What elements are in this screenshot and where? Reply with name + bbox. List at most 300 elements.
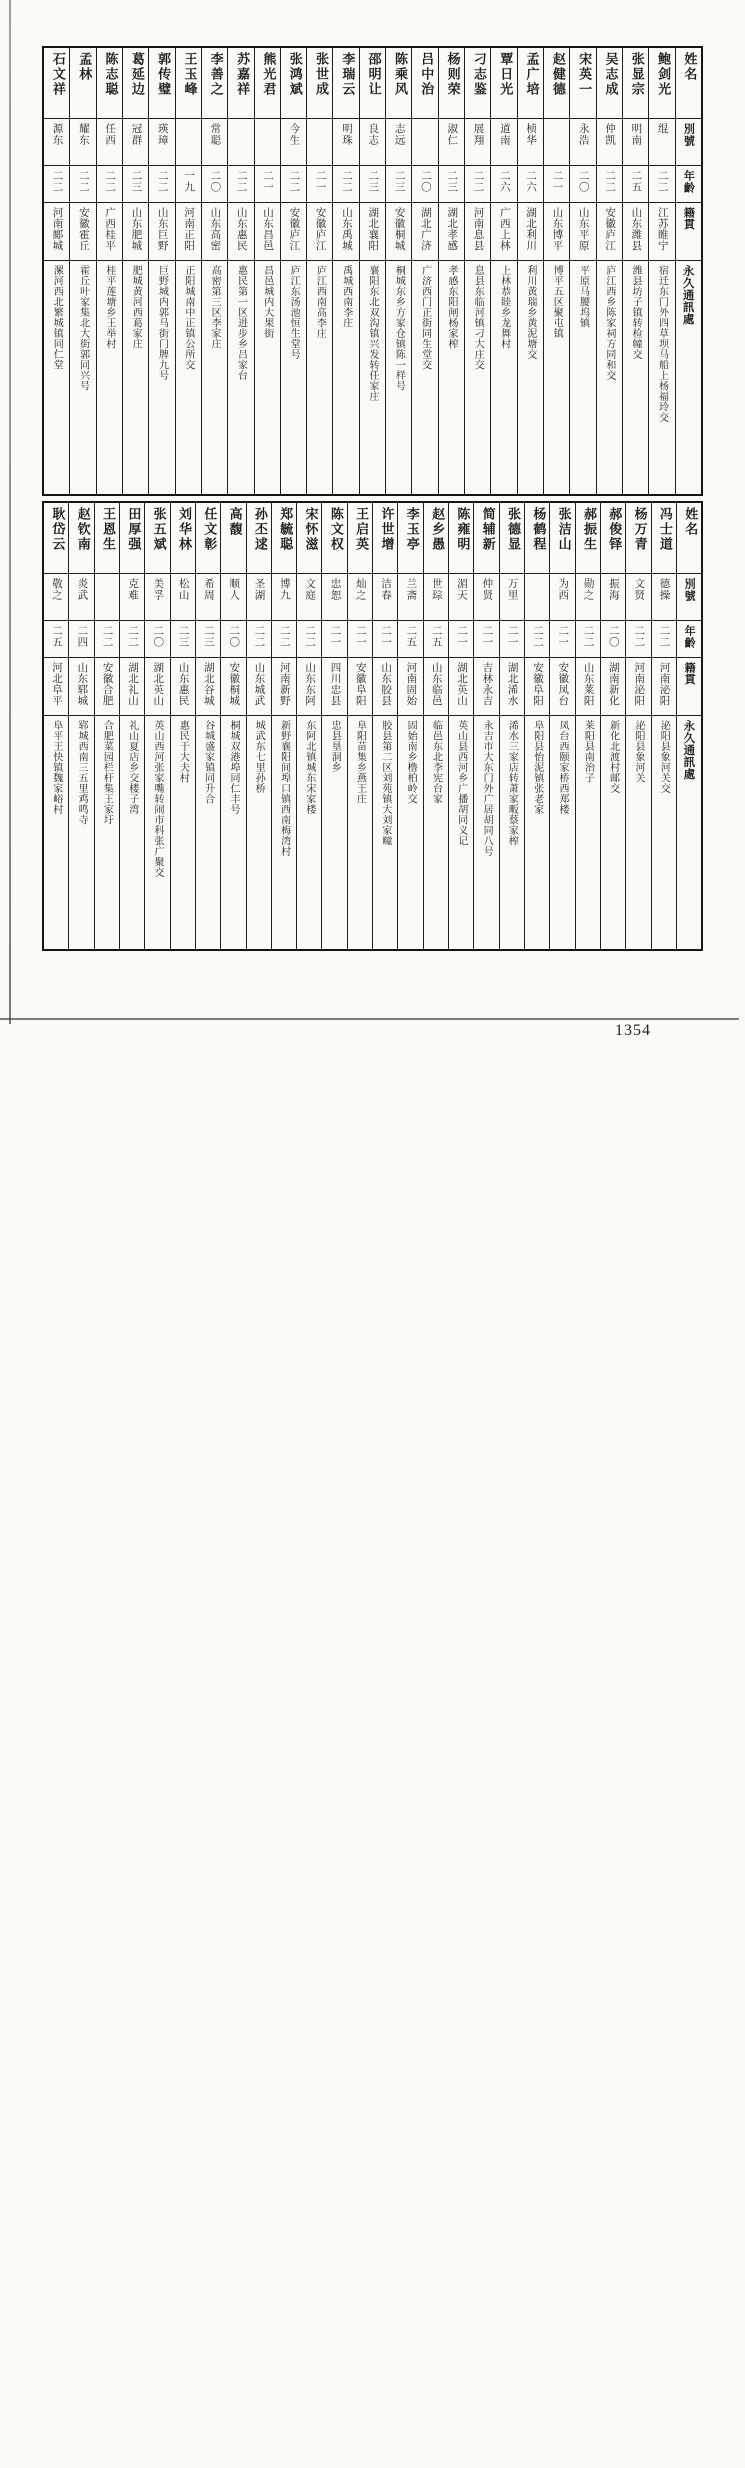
entry-origin-text: 山东城武: [253, 662, 266, 706]
entry-age: [149, 165, 174, 202]
entry-name: [386, 48, 411, 118]
entry-address-text: 新化北渡村邮交: [607, 720, 619, 794]
entry-name-text: 李玉亭: [403, 507, 419, 552]
entry-alias: [500, 573, 524, 620]
entry-column: [622, 48, 648, 494]
entry-alias: [228, 118, 253, 165]
entry-name-text: 赵健德: [549, 52, 565, 97]
entry-name-text: 王恩生: [100, 507, 116, 552]
entry-column: [201, 48, 227, 494]
entry-name: [601, 503, 625, 573]
entry-name-text: 李善之: [207, 52, 223, 97]
entry-origin-text: 安徽阜阳: [354, 662, 367, 706]
header-column: [675, 48, 701, 494]
entry-alias-text: 兰斋: [405, 578, 418, 601]
entry-age: [196, 620, 220, 657]
entry-alias: [570, 118, 595, 165]
entry-origin: [576, 657, 600, 715]
entry-address: [149, 260, 174, 494]
entry-age: [500, 620, 524, 657]
entry-origin-text: 山东胶县: [380, 662, 393, 706]
entry-origin: [424, 657, 448, 715]
entry-age: [597, 165, 622, 202]
entry-age: [97, 165, 122, 202]
entry-age: [386, 165, 411, 202]
entry-alias: [449, 573, 473, 620]
entry-age-text: 二一: [354, 625, 367, 648]
entry-address: [623, 260, 648, 494]
entry-column: [575, 503, 600, 949]
entry-alias: [623, 118, 648, 165]
directory-table-lower: [42, 501, 703, 951]
entry-name-text: 张德显: [505, 507, 521, 552]
entry-age-text: 二〇: [209, 170, 222, 193]
entry-age-text: 二一: [329, 625, 342, 648]
header-alias-label: 別號: [683, 578, 697, 602]
entry-name: [623, 48, 648, 118]
entry-name: [228, 48, 253, 118]
entry-address: [439, 260, 464, 494]
entry-name-text: 吕中治: [418, 52, 434, 97]
entry-column: [372, 503, 397, 949]
entry-alias: [333, 118, 358, 165]
entry-column: [122, 48, 148, 494]
entry-name: [649, 48, 674, 118]
entry-age-text: 二二: [656, 170, 669, 193]
entry-alias: [544, 118, 569, 165]
entry-name: [97, 48, 122, 118]
entry-address: [576, 715, 600, 949]
entry-name: [525, 503, 549, 573]
entry-address-text: 临邑东北李宪台家: [430, 720, 442, 804]
entry-address: [386, 260, 411, 494]
entry-age-text: 二三: [367, 170, 380, 193]
entry-age-text: 二一: [557, 625, 570, 648]
entry-address-text: 孝感东阳闸杨家榨: [445, 265, 457, 349]
entry-age-text: 一九: [183, 170, 196, 193]
entry-name-text: 陈乘风: [391, 52, 407, 97]
entry-address-text: 阜阳苗集乡燕王庄: [354, 720, 366, 804]
entry-name: [333, 48, 358, 118]
entry-age-text: 二二: [582, 625, 595, 648]
entry-name: [297, 503, 321, 573]
entry-age-text: 二三: [446, 170, 459, 193]
entry-origin-text: 山东昌邑: [262, 207, 275, 251]
entry-address: [255, 260, 280, 494]
entry-address: [95, 715, 119, 949]
entry-origin: [597, 202, 622, 260]
entry-alias: [649, 118, 674, 165]
entry-age: [360, 165, 385, 202]
entry-address: [500, 715, 524, 949]
entry-address-text: 凤台西颐家桥西郑楼: [557, 720, 568, 815]
entry-address-text: 莱阳县南治子: [582, 720, 594, 783]
entry-age: [652, 620, 676, 657]
entry-address-text: 城武东七里孙桥: [253, 720, 265, 794]
header-age-label: 年齡: [682, 170, 696, 194]
entry-age: [518, 165, 543, 202]
entry-name-text: 赵钦南: [74, 507, 90, 552]
entry-alias: [398, 573, 422, 620]
entry-address: [70, 260, 95, 494]
entry-origin-text: 安徽桐城: [228, 662, 241, 706]
entry-origin-text: 湖北广济: [419, 207, 432, 251]
entry-origin: [176, 202, 201, 260]
entry-age: [373, 620, 397, 657]
entry-name: [44, 503, 68, 573]
entry-alias: [176, 118, 201, 165]
entry-alias: [576, 573, 600, 620]
entry-alias: [120, 573, 144, 620]
entry-name-text: 刁志鉴: [470, 52, 486, 97]
entry-age-text: 二三: [202, 625, 215, 648]
entry-origin: [97, 202, 122, 260]
entry-name: [597, 48, 622, 118]
entry-age-text: 二五: [51, 625, 64, 648]
entry-alias-text: 永浩: [577, 123, 590, 146]
entry-name-text: 王启英: [353, 507, 369, 552]
entry-age: [623, 165, 648, 202]
entry-column: [271, 503, 296, 949]
entry-alias: [70, 118, 95, 165]
entry-age: [247, 620, 271, 657]
header-address: [676, 260, 701, 494]
entry-address-text: 阜平王快镇魏家峪村: [50, 720, 62, 815]
entry-alias: [255, 118, 280, 165]
entry-origin: [202, 202, 227, 260]
entry-name: [255, 48, 280, 118]
entry-origin: [360, 202, 385, 260]
entry-address: [491, 260, 516, 494]
entry-age: [570, 165, 595, 202]
entry-age-text: 二一: [262, 170, 275, 193]
entry-age-text: 二二: [531, 625, 544, 648]
entry-origin-text: 安徽桐城: [393, 207, 406, 251]
entry-origin: [525, 657, 549, 715]
entry-age: [449, 620, 473, 657]
entry-age: [171, 620, 195, 657]
entry-age: [348, 620, 372, 657]
entry-address: [97, 260, 122, 494]
entry-age-text: 二〇: [152, 625, 165, 648]
entry-name-text: 许世增: [378, 507, 394, 552]
entry-origin: [69, 657, 93, 715]
entry-alias-text: 明南: [630, 123, 643, 146]
entry-address: [465, 260, 490, 494]
entry-name: [570, 48, 595, 118]
entry-name: [626, 503, 650, 573]
entry-origin-text: 山东巨野: [156, 207, 169, 251]
entry-origin-text: 江苏睢宁: [656, 207, 669, 251]
entry-alias-text: 常聪: [209, 123, 222, 146]
entry-age: [424, 620, 448, 657]
entry-age-text: 二二: [101, 625, 114, 648]
entry-address: [550, 715, 574, 949]
entry-column: [600, 503, 625, 949]
entry-origin: [221, 657, 245, 715]
entry-column: [144, 503, 169, 949]
entry-alias: [652, 573, 676, 620]
entry-age: [255, 165, 280, 202]
entry-name-text: 张洁山: [555, 507, 571, 552]
entry-address-text: 利川黄瑞乡黄泥塘交: [524, 265, 536, 360]
entry-alias-text: 明珠: [340, 123, 353, 146]
entry-origin: [171, 657, 195, 715]
entry-name-text: 刘华林: [175, 507, 191, 552]
entry-column: [517, 48, 543, 494]
entry-name-text: 熊光君: [260, 52, 276, 97]
entry-origin-text: 安徽阜阳: [531, 662, 544, 706]
entry-origin-text: 河南新野: [278, 662, 291, 706]
entry-origin: [601, 657, 625, 715]
entry-name-text: 杨则荣: [444, 52, 460, 97]
entry-name-text: 张鸿斌: [286, 52, 302, 97]
entry-address-text: 息县东临河镇刁大庄交: [472, 265, 484, 370]
entry-column: [44, 503, 68, 949]
header-alias: [676, 118, 701, 165]
entry-column: [385, 48, 411, 494]
entry-name-text: 邵明让: [365, 52, 381, 97]
entry-address-text: 新野襄阳间埠口镇西南梅湾村: [278, 720, 290, 857]
entry-origin: [544, 202, 569, 260]
entry-name: [70, 48, 95, 118]
entry-origin: [297, 657, 321, 715]
entry-name-text: 张显宗: [628, 52, 644, 97]
entry-address: [333, 260, 358, 494]
entry-column: [119, 503, 144, 949]
entry-name: [196, 503, 220, 573]
entry-age-text: 二一: [551, 170, 564, 193]
entry-address-text: 合肥菜园栏杆集王家圩: [101, 720, 113, 825]
entry-age: [398, 620, 422, 657]
entry-address: [247, 715, 271, 949]
header-age-label: 年齡: [683, 625, 697, 649]
entry-alias-text: 桢华: [525, 123, 538, 146]
entry-origin: [491, 202, 516, 260]
entry-name: [465, 48, 490, 118]
entry-alias: [439, 118, 464, 165]
entry-alias-text: 圣湖: [253, 578, 266, 601]
entry-age-text: 二〇: [607, 625, 620, 648]
entry-address-text: 桐城东乡方家仓镇陈一样号: [393, 265, 405, 391]
entry-column: [69, 48, 95, 494]
entry-origin-text: 广西上林: [498, 207, 511, 251]
entry-age: [70, 165, 95, 202]
entry-age-text: 二二: [51, 170, 64, 193]
entry-alias: [491, 118, 516, 165]
entry-origin-text: 山东潍县: [630, 207, 643, 251]
entry-address-text: 潍县坊子镇转检幢交: [630, 265, 642, 360]
entry-alias: [412, 118, 437, 165]
entry-address-text: 禹城西南李庄: [340, 265, 352, 328]
entry-name: [518, 48, 543, 118]
entry-age: [544, 165, 569, 202]
entry-name-text: 田厚强: [125, 507, 141, 552]
entry-origin: [439, 202, 464, 260]
entry-age-text: 二六: [525, 170, 538, 193]
entry-alias-text: 炎武: [76, 578, 89, 601]
entry-name-text: 苏嘉祥: [234, 52, 250, 97]
entry-name-text: 任文彰: [201, 507, 217, 552]
entry-address: [44, 260, 69, 494]
entry-origin-text: 安徽凤台: [557, 662, 570, 706]
entry-age-text: 二三: [393, 170, 406, 193]
entry-origin-text: 湖北浠水: [506, 662, 519, 706]
entry-origin-text: 山东莱阳: [582, 662, 595, 706]
entry-age: [525, 620, 549, 657]
entry-alias-text: 忠恕: [329, 578, 342, 601]
entry-name-text: 覃日光: [497, 52, 513, 97]
entry-alias-text: 绲: [656, 123, 669, 135]
entry-alias-text: 为西: [557, 578, 570, 601]
header-name-label: 姓名: [682, 507, 698, 537]
entry-age-text: 二一: [314, 170, 327, 193]
entry-address: [424, 715, 448, 949]
entry-column: [490, 48, 516, 494]
entry-alias-text: 洁春: [380, 578, 393, 601]
header-column: [676, 503, 701, 949]
entry-column: [254, 48, 280, 494]
entry-column: [423, 503, 448, 949]
entry-origin: [623, 202, 648, 260]
entry-address-text: 浠水三家店转萧家畈蔡家榨: [506, 720, 518, 846]
entry-name-text: 耿岱云: [49, 507, 65, 552]
entry-column: [347, 503, 372, 949]
entry-alias: [171, 573, 195, 620]
entry-address: [228, 260, 253, 494]
entry-address: [626, 715, 650, 949]
entry-column: [148, 48, 174, 494]
header-alias: [677, 573, 701, 620]
entry-alias: [601, 573, 625, 620]
entry-address-text: 肥城黄河西葛家庄: [130, 265, 142, 349]
entry-name: [95, 503, 119, 573]
entry-address-text: 宿迁东门外四草坝马船上杨福玲交: [656, 265, 668, 423]
entry-alias-text: 灿之: [354, 578, 367, 601]
entry-name: [500, 503, 524, 573]
entry-column: [306, 48, 332, 494]
entry-origin: [570, 202, 595, 260]
entry-alias-text: 松山: [177, 578, 190, 601]
entry-origin: [333, 202, 358, 260]
entry-alias-text: 任西: [104, 123, 117, 146]
entry-address: [202, 260, 227, 494]
entry-origin-text: 河南郾城: [51, 207, 64, 251]
entry-column: [280, 48, 306, 494]
scanned-page: [42, 46, 703, 1039]
header-origin-label: 籍貫: [683, 662, 697, 685]
entry-column: [94, 503, 119, 949]
entry-name: [145, 503, 169, 573]
entry-alias: [196, 573, 220, 620]
entry-origin-text: 山东高密: [209, 207, 222, 251]
entry-origin: [307, 202, 332, 260]
entry-origin-text: 安徽庐江: [604, 207, 617, 251]
entry-age: [333, 165, 358, 202]
entry-age-text: 二一: [456, 625, 469, 648]
entry-name-text: 郝俊铎: [606, 507, 622, 552]
entry-origin: [228, 202, 253, 260]
entry-age-text: 二五: [405, 625, 418, 648]
entry-column: [549, 503, 574, 949]
entry-name-text: 陈文权: [327, 507, 343, 552]
entry-name: [307, 48, 332, 118]
entry-address: [171, 715, 195, 949]
entry-address: [307, 260, 332, 494]
entry-address: [649, 260, 674, 494]
entry-column: [68, 503, 93, 949]
entry-age-text: 二二: [126, 625, 139, 648]
entry-name-text: 陈志聪: [102, 52, 118, 97]
entry-address: [281, 260, 306, 494]
entry-age-text: 二二: [288, 170, 301, 193]
entry-name: [322, 503, 346, 573]
entry-address-text: 礼山夏店乡交楼子湾: [126, 720, 138, 815]
entry-name-text: 王玉峰: [181, 52, 197, 97]
entry-alias: [360, 118, 385, 165]
entry-column: [195, 503, 220, 949]
entry-name: [120, 503, 144, 573]
entry-alias-text: 淑仁: [446, 123, 459, 146]
entry-name-text: 简辅新: [479, 507, 495, 552]
entry-origin: [626, 657, 650, 715]
entry-address: [44, 715, 68, 949]
entry-name: [123, 48, 148, 118]
entry-age: [412, 165, 437, 202]
entry-name-text: 赵乡愚: [429, 507, 445, 552]
entry-origin: [149, 202, 174, 260]
entry-column: [175, 48, 201, 494]
entry-origin: [145, 657, 169, 715]
entry-origin: [196, 657, 220, 715]
entry-origin: [386, 202, 411, 260]
entry-alias-text: 文贤: [633, 578, 646, 601]
entry-address-text: 胶县第二区刘苑镇大刘家疃: [379, 720, 391, 846]
entry-alias: [281, 118, 306, 165]
entry-age-text: 二二: [604, 170, 617, 193]
entry-address-text: 永吉市大东门外广居胡同八号: [481, 720, 493, 857]
entry-address-text: 庐江西乡陈家祠方同和交: [603, 265, 615, 381]
header-origin: [676, 202, 701, 260]
entry-column: [543, 48, 569, 494]
entry-origin: [518, 202, 543, 260]
entry-origin: [70, 202, 95, 260]
entry-address: [221, 715, 245, 949]
header-address-label: 永久通訊處: [682, 720, 697, 780]
entry-address: [474, 715, 498, 949]
entry-address-text: 泌阳县象河关交: [658, 720, 670, 794]
entry-alias: [322, 573, 346, 620]
entry-origin: [449, 657, 473, 715]
entry-origin-text: 山东惠民: [177, 662, 190, 706]
entry-name: [544, 48, 569, 118]
entry-origin-text: 安徽合肥: [101, 662, 114, 706]
entry-origin-text: 湖北襄阳: [367, 207, 380, 251]
entry-origin-text: 安徽庐江: [314, 207, 327, 251]
header-age: [677, 620, 701, 657]
entry-column: [96, 48, 122, 494]
entry-origin: [44, 657, 68, 715]
entry-alias-text: 冠群: [130, 123, 143, 146]
entry-alias: [597, 118, 622, 165]
entry-address-text: 桐城双港埠同仁丰号: [227, 720, 239, 815]
entry-origin-text: 山东郓城: [76, 662, 89, 706]
entry-address-text: 漯河西北繁城镇同仁堂: [51, 265, 63, 370]
entry-origin: [550, 657, 574, 715]
entry-origin-text: 安徽霍丘: [77, 207, 90, 251]
entry-origin-text: 山东禹城: [340, 207, 353, 251]
entry-name: [360, 48, 385, 118]
